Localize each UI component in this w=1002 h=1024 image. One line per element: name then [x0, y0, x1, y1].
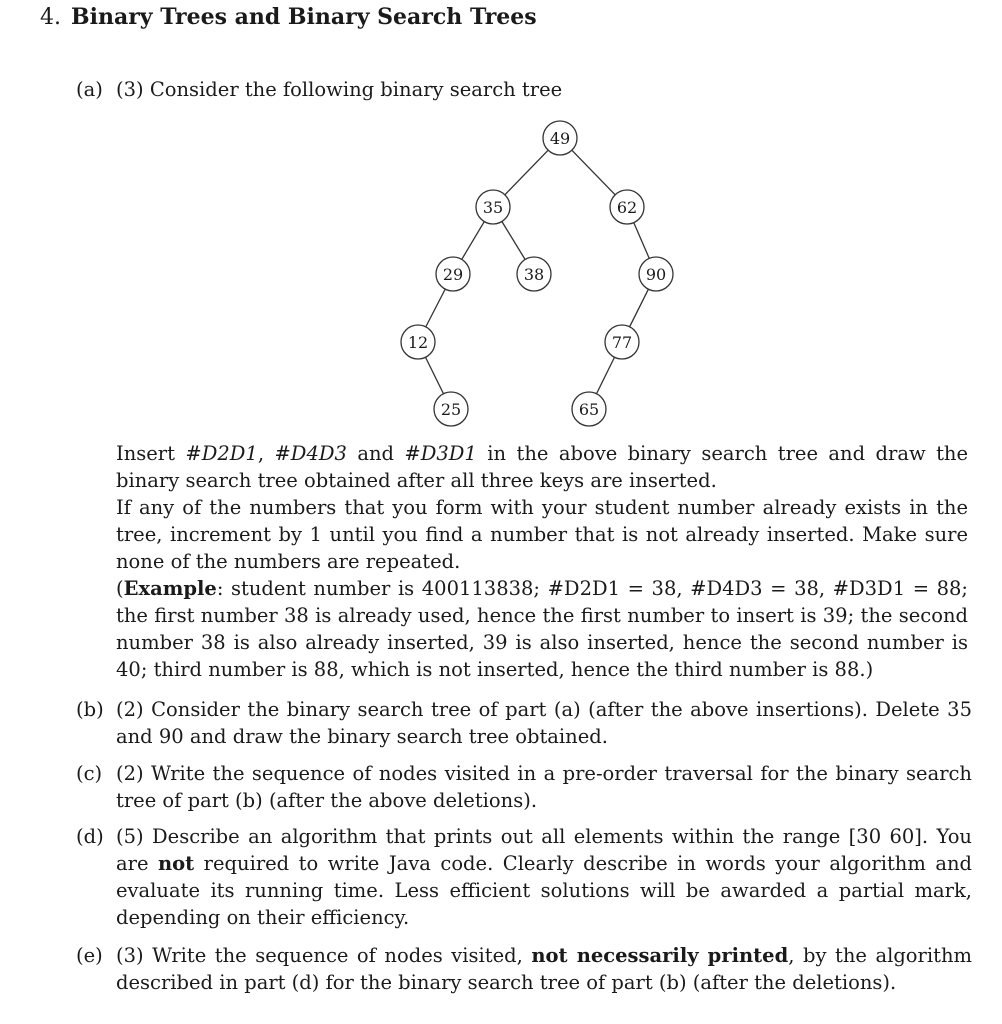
tree-node-90 [639, 257, 673, 291]
example-open-paren: ( [116, 577, 124, 600]
tree-node-key: 49 [549, 129, 571, 148]
tree-node-key: 77 [611, 333, 633, 352]
question-title: Binary Trees and Binary Search Trees [71, 4, 537, 30]
part-c [76, 760, 972, 814]
tree-node-key: 29 [442, 265, 464, 284]
part-a-points: (3) [116, 78, 144, 101]
insert-key-3: #D3D1 [404, 442, 477, 465]
part-c-label: (c) [76, 762, 103, 785]
insert-instruction [116, 440, 968, 494]
part-b [76, 696, 972, 750]
part-e-text-2: , by the algorithm described in part (d) for the binary search tree of part (b) (after the deletions). [116, 944, 972, 994]
example-paragraph [116, 575, 968, 683]
tree-node-25 [434, 392, 468, 426]
insert-prefix: Insert [116, 442, 186, 465]
part-d-text-1: (5) Describe an algorithm that prints out all elements within the range [30 60]. You are [116, 825, 972, 875]
part-d [76, 823, 972, 931]
part-a-instructions [116, 440, 968, 683]
part-b-label: (b) [76, 698, 104, 721]
tree-node-key: 62 [616, 198, 638, 217]
tree-node-key: 12 [407, 333, 429, 352]
tree-node-key: 25 [440, 400, 462, 419]
part-a-intro-text: Consider the following binary search tree [149, 78, 563, 101]
tree-node-65 [572, 392, 606, 426]
example-label: Example [123, 577, 217, 600]
repeat-rule: If any of the numbers that you form with your student number already exists in the tree, increment by 1 until you find a number that is not already inserted. Make sure none of the numbers are repeated. [116, 496, 968, 573]
part-e-bold: not necessarily printed [531, 944, 789, 967]
insert-key-1: #D2D1 [185, 442, 258, 465]
tree-node-35 [476, 190, 510, 224]
part-e-text-1: (3) Write the sequence of nodes visited, [116, 944, 532, 967]
question-number: 4. [40, 5, 61, 30]
tree-edge-49-35 [505, 150, 548, 195]
tree-edge-12-25 [426, 357, 444, 393]
tree-node-key: 65 [578, 400, 600, 419]
tree-edge-35-38 [502, 222, 525, 260]
part-c-text: (2) Write the sequence of nodes visited in a pre-order traversal for the binary search tree of part (b) (after the above deletions). [116, 762, 972, 812]
tree-node-38 [517, 257, 551, 291]
part-e-body [116, 942, 972, 996]
tree-node-77 [605, 325, 639, 359]
part-e [76, 942, 972, 996]
tree-node-12 [401, 325, 435, 359]
tree-node-key: 35 [482, 198, 504, 217]
tree-node-key: 38 [523, 265, 545, 284]
example-text: : student number is 400113838; #D2D1 = 38, #D4D3 = 38, #D3D1 = 88; the first number 38 is already used, hence the first number to insert is 39; the second number 38 is also already inserted, 39 is also inserted, hence the second number is 40; third number is 88, which is not inserted, hence the third number is 88.) [116, 577, 968, 681]
part-e-label: (e) [76, 944, 103, 967]
insert-separator-2: and [346, 442, 405, 465]
part-a-label: (a) [76, 78, 103, 101]
tree-node-62 [610, 190, 644, 224]
tree-edge-62-90 [634, 223, 649, 259]
tree-node-key: 90 [645, 265, 667, 284]
tree-node-29 [436, 257, 470, 291]
part-b-text: (2) Consider the binary search tree of part (a) (after the above insertions). Delete 35 and 90 and draw the binary search tree obtained. [116, 698, 972, 748]
tree-edge-35-29 [462, 222, 485, 260]
tree-edge-90-77 [630, 289, 649, 327]
part-d-body [116, 823, 972, 931]
part-d-text-2: required to write Java code. Clearly describe in words your algorithm and evaluate its running time. Less efficient solutions will be awarded a partial mark, depending on their efficiency. [116, 852, 972, 929]
insert-suffix: in the above binary search tree and draw the binary search tree obtained after all three keys are inserted. [116, 442, 968, 492]
part-d-bold: not [157, 852, 195, 875]
binary-search-tree-diagram [0, 0, 1002, 440]
tree-edge-49-62 [572, 150, 615, 195]
part-d-label: (d) [76, 825, 104, 848]
tree-edge-29-12 [426, 289, 445, 327]
insert-key-2: #D4D3 [274, 442, 347, 465]
tree-edge-77-65 [597, 357, 615, 393]
tree-node-49 [543, 121, 577, 155]
insert-separator-1: , [257, 442, 275, 465]
